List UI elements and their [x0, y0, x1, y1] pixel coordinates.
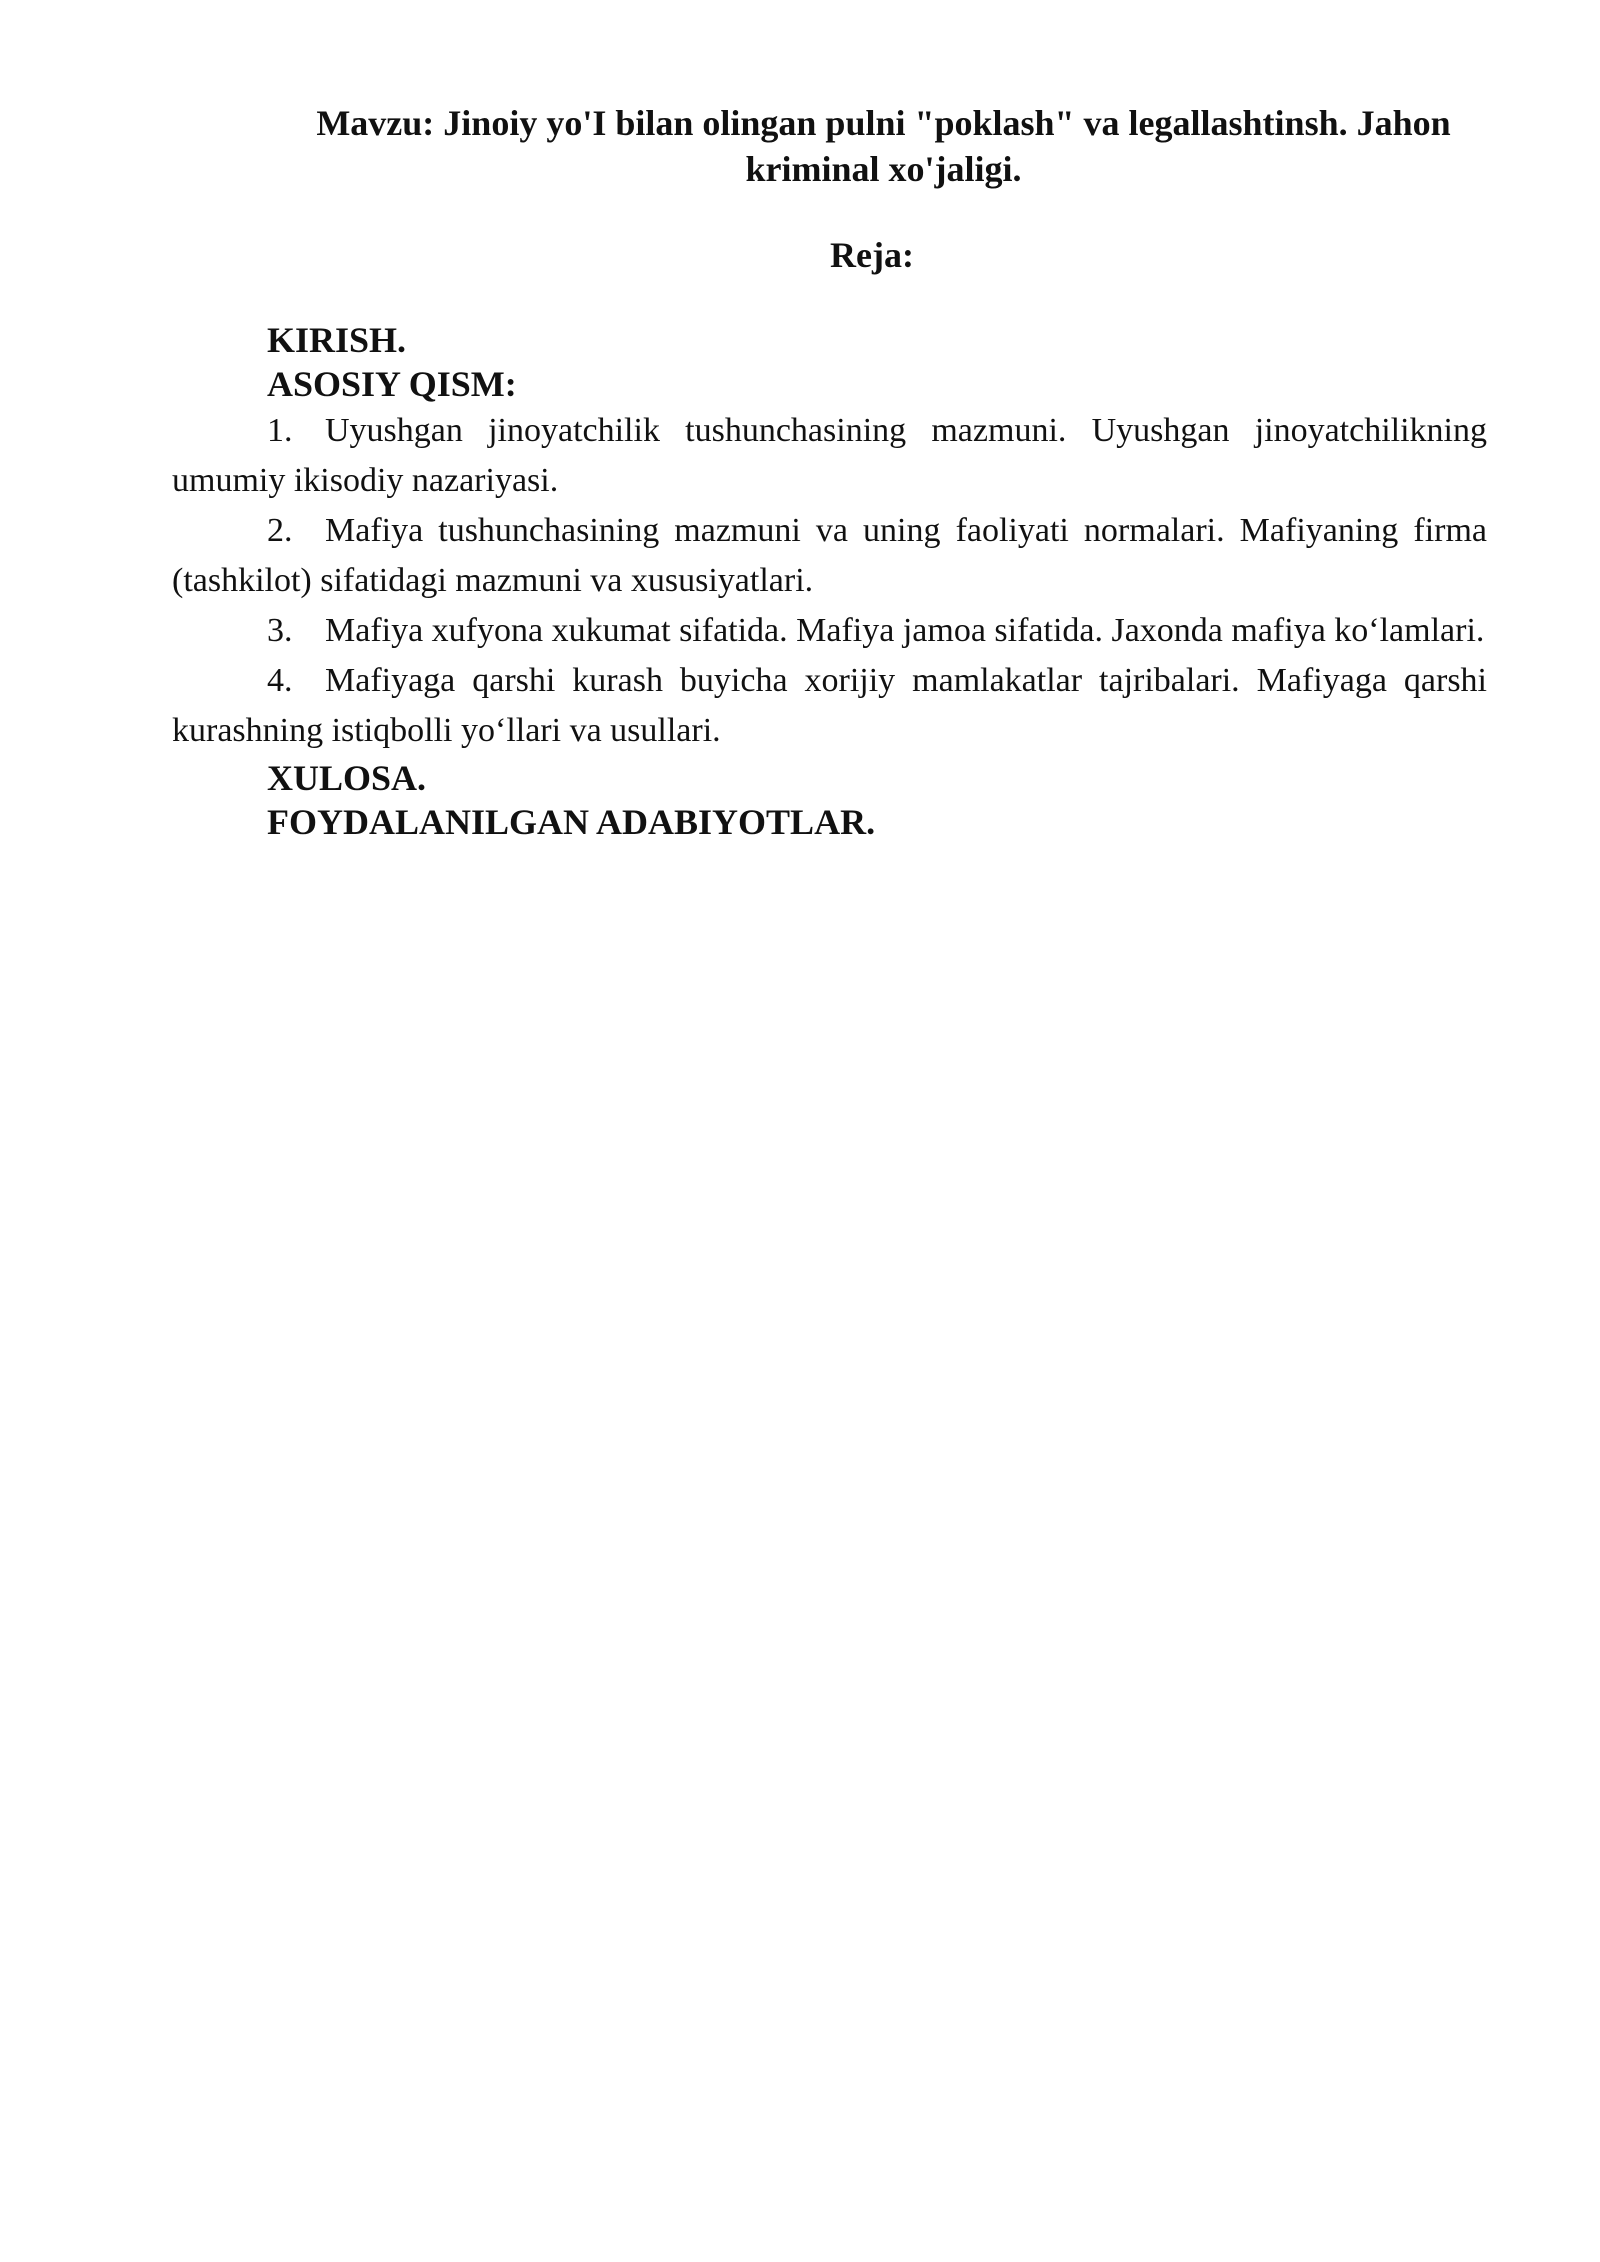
conclusion-heading: XULOSA.: [267, 758, 427, 798]
plan-item-1: [172, 406, 1487, 506]
title-line-1: Mavzu: Jinoiy yo'I bilan olingan pulni "poklash" va legallashtinsh. Jahon: [316, 103, 1451, 143]
title-line-2: kriminal xo'jaligi.: [745, 149, 1022, 189]
references-heading: FOYDALANILGAN ADABIYOTLAR.: [267, 802, 876, 842]
plan-item-number: 1.: [267, 412, 293, 449]
plan-list: [172, 406, 1487, 756]
document-title: [172, 100, 1487, 192]
plan-item-number: 4.: [267, 662, 293, 699]
main-part-heading: ASOSIY QISM:: [267, 364, 517, 404]
plan-item-3: [172, 606, 1487, 656]
plan-item-4: [172, 656, 1487, 756]
plan-item-text: Mafiya xufyona xukumat sifatida. Mafiya jamoa sifatida. Jaxonda mafiya ko‘lamlari.: [325, 612, 1485, 649]
plan-heading: Reja:: [830, 235, 914, 275]
plan-item-text: Mafiyaga qarshi kurash buyicha xorijiy mamlakatlar tajribalari. Mafiyaga qarshi kurashning istiqbolli yo‘llari va usullari.: [172, 662, 1487, 749]
intro-heading: KIRISH.: [267, 320, 407, 360]
plan-item-2: [172, 506, 1487, 606]
document-page: [172, 100, 1487, 844]
plan-item-number: 3.: [267, 612, 293, 649]
plan-item-text: Uyushgan jinoyatchilik tushunchasining mazmuni. Uyushgan jinoyatchilikning umumiy ikisodiy nazariyasi.: [172, 412, 1487, 499]
plan-item-text: Mafiya tushunchasining mazmuni va uning faoliyati normalari. Mafiyaning firma (tashkilot) sifatidagi mazmuni va xususiyatlari.: [172, 512, 1487, 599]
plan-item-number: 2.: [267, 512, 293, 549]
